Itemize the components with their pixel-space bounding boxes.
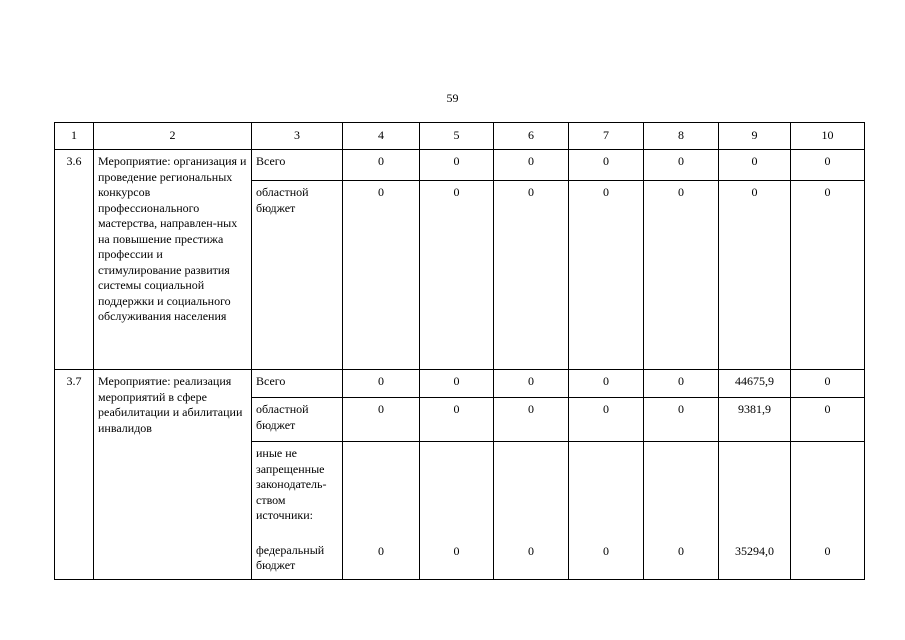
value-cell: 0 [569, 181, 644, 370]
value-cell: 0 [343, 370, 420, 398]
table-row [55, 150, 865, 181]
value-cell: 0 [343, 150, 420, 181]
value-cell: 9381,9 [719, 398, 791, 442]
value-cell: 0 [644, 442, 719, 580]
value-cell: 0 [719, 181, 791, 370]
row-number: 3.7 [55, 370, 94, 580]
value-cell: 0 [494, 398, 569, 442]
header-cell: 9 [719, 123, 791, 150]
table-header-row [55, 123, 865, 150]
budget-table [54, 122, 865, 580]
value-cell: 0 [420, 370, 494, 398]
value-cell: 0 [494, 150, 569, 181]
value-cell: 0 [569, 442, 644, 580]
spacer [256, 524, 338, 543]
value-cell: 0 [343, 181, 420, 370]
header-cell: 10 [791, 123, 865, 150]
header-cell: 4 [343, 123, 420, 150]
funding-source: Всего [252, 370, 343, 398]
header-cell: 8 [644, 123, 719, 150]
header-cell: 2 [94, 123, 252, 150]
value-cell: 0 [569, 370, 644, 398]
value-cell: 0 [420, 150, 494, 181]
value-cell: 0 [791, 398, 865, 442]
value-cell: 0 [644, 150, 719, 181]
header-cell: 5 [420, 123, 494, 150]
header-cell: 6 [494, 123, 569, 150]
table-row [55, 370, 865, 398]
value-cell: 0 [420, 181, 494, 370]
header-cell: 3 [252, 123, 343, 150]
value-cell: 0 [494, 442, 569, 580]
row-number: 3.6 [55, 150, 94, 370]
value-cell: 0 [343, 398, 420, 442]
value-cell: 0 [644, 370, 719, 398]
value-cell: 0 [791, 150, 865, 181]
funding-source [252, 442, 343, 580]
value-cell: 0 [494, 181, 569, 370]
value-cell: 44675,9 [719, 370, 791, 398]
value-cell: 0 [494, 370, 569, 398]
value-cell: 0 [644, 181, 719, 370]
funding-source: областной бюджет [252, 398, 343, 442]
value-cell: 0 [719, 150, 791, 181]
value-cell: 0 [791, 181, 865, 370]
value-cell: 0 [420, 398, 494, 442]
value-cell: 35294,0 [719, 442, 791, 580]
measure-description: Мероприятие: организация и проведение региональных конкурсов профессионального мастерства, направлен-ных на повышение престижа профессии и стимулирование развития системы социальной поддержки и социального обслуживания населения [94, 150, 252, 370]
value-cell: 0 [569, 150, 644, 181]
measure-description: Мероприятие: реализация мероприятий в сфере реабилитации и абилитации инвалидов [94, 370, 252, 580]
page-number: 59 [446, 91, 459, 105]
value-cell: 0 [420, 442, 494, 580]
value-cell: 0 [791, 442, 865, 580]
value-cell: 0 [791, 370, 865, 398]
header-cell: 1 [55, 123, 94, 150]
other-sources-label: иные не запрещенные законодатель-ством источники: [256, 446, 327, 522]
value-cell: 0 [343, 442, 420, 580]
header-cell: 7 [569, 123, 644, 150]
value-cell: 0 [644, 398, 719, 442]
funding-source: Всего [252, 150, 343, 181]
federal-budget-label: федеральный бюджет [256, 542, 325, 572]
funding-source: областной бюджет [252, 181, 343, 370]
value-cell: 0 [569, 398, 644, 442]
